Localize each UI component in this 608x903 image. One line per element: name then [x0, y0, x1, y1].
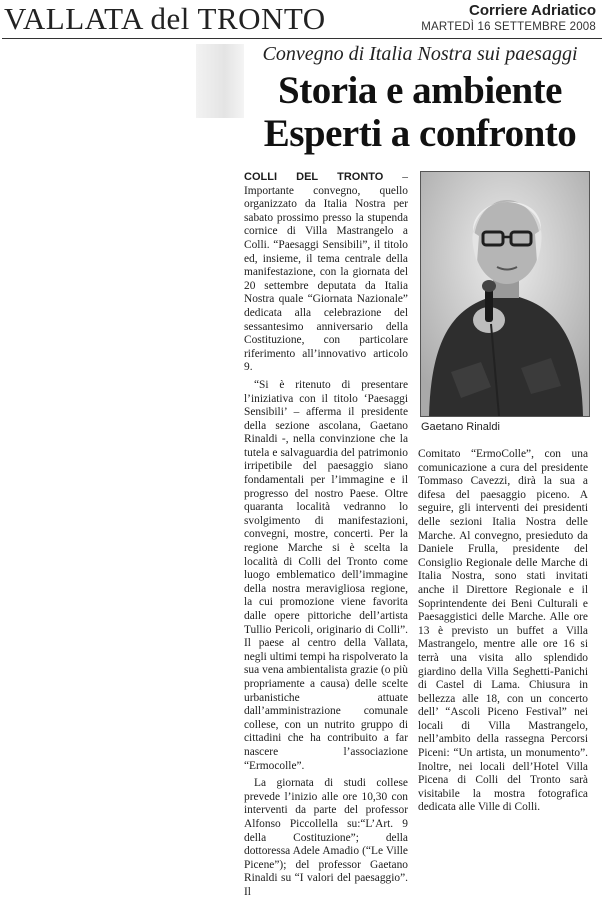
section-title: VALLATA del TRONTO	[4, 1, 326, 36]
headline-line-1: Storia e ambiente	[278, 69, 562, 112]
article-kicker: Convegno di Italia Nostra sui paesaggi	[262, 43, 578, 65]
headline-line-2: Esperti a confronto	[263, 112, 577, 155]
article-column-1	[244, 171, 408, 903]
article-photo	[420, 171, 590, 417]
paragraph: “Si è ritenuto di presentare l’iniziativa con il titolo ‘Paesaggi Sensibili’ – afferma il presidente della sezione ascolana, Gaetano Rinaldi -, nella convinzione che la tutela e salvaguardia del patrimonio irripetibile del paesaggio siano fondamentali per l’immagine e il progresso del nostro Paese. Oltre quaranta località vedranno lo svolgimento di manifestazioni, convegni, mostre, concerti. Per la regione Marche si è scelta la località di Colli del Tronto come luogo emblematico dell’immagine della nostra meravigliosa regione, la cui promozione viene favorita dalle opere pittoriche dell’artista Tullio Pericoli, originario di Colli”. Il paese al centro della Vallata, negli ultimi tempi ha rispolverato la sua vena ambientalista grazie (o più propriamente a causa) delle scelte urbanistiche attuate dall’amministrazione comunale collese, con un nutrito gruppo di cittadini che ha contribuito a far nascere l’associazione “Ermocolle”.	[244, 378, 408, 772]
paragraph	[244, 171, 408, 375]
paragraph-text: – Importante convegno, quello organizzato da Italia Nostra per sabato prossimo presso la stupenda cornice di Villa Mastrangelo a Colli. “Paesaggi Sensibili”, il titolo ed, insieme, il tema centrale della manifestazione, con la giornata del 20 settembre deputata da Italia Nostra quale “Giornata Nazionale” dedicata alla celebrazione del sessantesimo anniversario della Costituzione, con particolare riferimento all’innovativo articolo 9.	[244, 171, 409, 374]
article-column-2	[418, 448, 588, 819]
photo-caption: Gaetano Rinaldi	[421, 421, 500, 433]
portrait-illustration	[421, 172, 589, 416]
paragraph: La giornata di studi collese prevede l’inizio alle ore 10,30 con interventi da parte del professor Alfonso Piccollella su:“L’Art. 9 della Costituzione”; della dottoressa Adele Amadio (“Le Ville Picene”); del professor Gaetano Rinaldi su “I valori del paesaggio”. Il	[244, 777, 408, 898]
paragraph: Comitato “ErmoColle”, con una comunicazione a cura del presidente Tommaso Cavezzi, dirà la sua a difesa del paesaggio piceno. A seguire, gli interventi dei presidenti delle sezioni Italia Nostra delle Marche. Al convegno, presieduto da Daniele Frulla, presidente del Consiglio Regionale delle Marche di Italia Nostra, sono stati invitati anche il Direttore Regionale e il Soprintendente dei Beni Culturali e Paesaggistici delle Marche. Alle ore 13 è previsto un buffet a Villa Mastrangelo, mentre alle ore 16 si terrà una visita allo splendido giardino della Villa Seghetti-Panichi di Castel di Lama. Chiusura in bellezza alle 18, con un concerto dell’ “Ascoli Piceno Festival” nei locali di Villa Mastrangelo, nell’ambito della rassegna Percorsi Piceni: “Un artista, un monumento”. Inoltre, nei locali dell’Hotel Villa Picena di Colli del Tronto sarà visitabile la mostra fotografica dedicata alle Ville di Colli.	[418, 448, 588, 814]
dateline: COLLI DEL TRONTO	[244, 171, 384, 183]
newspaper-name: Corriere Adriatico	[469, 2, 596, 19]
issue-date: MARTEDÌ 16 SETTEMBRE 2008	[421, 21, 596, 33]
header-rule	[2, 38, 602, 39]
